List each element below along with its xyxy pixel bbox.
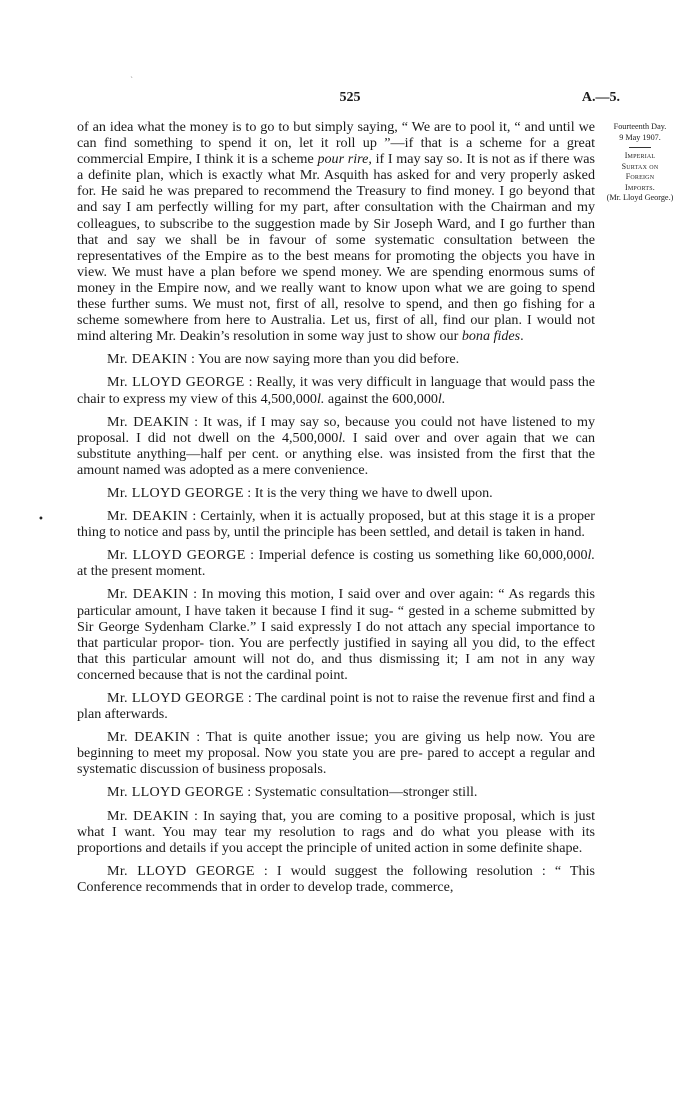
- document-body: [77, 119, 595, 902]
- italic-text: bona fides: [461, 328, 521, 345]
- paragraph: [77, 784, 595, 800]
- margin-note: [597, 122, 683, 204]
- paragraph-text: : In saying that, you are coming to a positive proposal, which is just what I want. You may tear my resolution to rags and do what you please with its proportions and details if you accept the principle of united action in some definite shape.: [77, 807, 595, 856]
- speaker-name: Mr. LLOYD GEORGE: [107, 690, 245, 706]
- bullet-mark: •: [38, 514, 44, 525]
- speaker-name: Mr. DEAKIN: [107, 586, 189, 603]
- speaker-name: Mr. DEAKIN: [107, 729, 191, 746]
- speaker-name: Mr. LLOYD GEORGE: [107, 784, 244, 801]
- paragraph-text: : I would suggest the following resolution : “ This Conference recommends that in order to develop trade, commerce,: [77, 862, 595, 895]
- paragraph-text: : The cardinal point is not to raise the revenue first and find a plan afterwards.: [77, 690, 595, 723]
- paragraph: [77, 690, 595, 722]
- speaker-name: Mr. DEAKIN: [107, 508, 189, 525]
- paragraph: [77, 729, 595, 777]
- italic-text: l.: [437, 390, 446, 407]
- margin-topic-line: Imperial: [624, 151, 656, 160]
- paragraph-text: : Imperial defence is costing us something like 60,000,000: [250, 547, 588, 564]
- paragraph: [77, 508, 595, 540]
- italic-text: l.: [587, 547, 595, 564]
- paragraph: [77, 351, 595, 367]
- paragraph: [77, 547, 595, 579]
- speaker-name: Mr. LLOYD GEORGE: [107, 547, 246, 564]
- italic-text: l.: [316, 390, 325, 407]
- paragraph: [77, 374, 595, 406]
- speaker-name: Mr. LLOYD GEORGE: [107, 374, 245, 391]
- paragraph: [77, 586, 595, 683]
- speaker-name: Mr. DEAKIN: [107, 351, 188, 368]
- speaker-name: Mr. DEAKIN: [107, 807, 189, 824]
- paragraph-text: : That is quite another issue; you are giving us help now. You are beginning to meet my proposal. Now you state you are pre- pared to accept a regular and systematic discussion of business proposals.: [77, 729, 595, 778]
- paragraph-text: : Certainly, when it is actually proposed, but at this stage it is a proper thing to notice and pass by, until the principle has been settled, and detail is taken in hand.: [77, 508, 595, 541]
- paragraph-text: : You are now saying more than you did before.: [191, 351, 460, 368]
- page-number: 525: [339, 90, 361, 105]
- paragraph: [77, 119, 595, 344]
- margin-topic-line: Foreign: [625, 172, 655, 181]
- margin-topic-line: Imports.: [625, 182, 655, 192]
- speaker-name: Mr. DEAKIN: [107, 413, 190, 430]
- italic-text: pour rire: [317, 151, 369, 168]
- paragraph-text: : Systematic consultation—stronger still.: [247, 784, 478, 801]
- paragraph-text: I said over and over again that we can substitute anything—half per cent. or anything else. was insisted from the first that the amount named was adopted as a mere convenience.: [77, 429, 596, 478]
- speaker-name: Mr. LLOYD GEORGE: [107, 484, 244, 501]
- margin-rule: [629, 147, 651, 148]
- italic-text: l.: [338, 429, 346, 446]
- paragraph: [77, 485, 595, 501]
- paragraph: [77, 863, 595, 895]
- paragraph-text: : Really, it was very difficult in language that would pass the chair to express my view of this 4,500,000: [77, 374, 595, 407]
- paragraph-text: against the 600,000: [324, 390, 438, 407]
- document-reference: A.—5.: [581, 90, 620, 105]
- margin-day: Fourteenth Day.: [613, 122, 667, 131]
- scan-speck: ˋ: [130, 76, 134, 85]
- margin-date: 9 May 1907.: [619, 132, 661, 142]
- paragraph-text: : In moving this motion, I said over and over again: “ As regards this particular amount, I have taken it because I find it sug- “ gested in a scheme submitted by Sir George Sydenham Clarke.” I said expressly I do not attach any special importance to that particular propor- tion. You are perfectly justified in saying all you did, to the effect that this particular amount will not do, and thus dismissing it; I am not in any way concerned because that is not the cardinal point.: [77, 586, 595, 683]
- paragraph-text: : It is the very thing we have to dwell upon.: [247, 484, 493, 501]
- paragraph-text: of an idea what the money is to go to but simply saying, “ We are to pool it, “ and until we can find something to spend it on, let it roll up ”—if that is a scheme for a great commercial Empire, I think it is a scheme: [77, 119, 595, 168]
- paragraph-text: : It was, if I may say so, because you could not have listened to my proposal. I did not dwell on the 4,500,000: [77, 413, 596, 446]
- margin-topic-line: Surtax on: [621, 161, 659, 171]
- speaker-name: Mr. LLOYD GEORGE: [107, 862, 255, 879]
- paragraph-text: at the present moment.: [77, 563, 206, 580]
- paragraph-text: .: [520, 328, 524, 345]
- paragraph: [77, 414, 595, 478]
- paragraph: [77, 808, 595, 856]
- paragraph-text: , if I may say so. It is not as if there was a definite plan, which is exactly what Mr. Asquith has asked for and very properly asked for. He said he was prepared to recommend the Treasury to find money. I go beyond that and say I am perfectly willing for my part, after consultation with the Chairman and my colleagues, to subscribe to the suggestion made by Sir Joseph Ward, and I go further than that and say we shall be in favour of some systematic consultation between the representatives of the Empire as to the best means for promoting the objects you have in view. We must have a plan before we spend money. We are spending enormous sums of money in the Empire now, and we really want to know upon what we are going to spend these further sums. We must not, first of all, resolve to spend, and then go fishing for a scheme somewhere from here to Australia. Let us, first of all, find our plan. I would not mind altering Mr. Deakin’s resolution in some way just to show our: [77, 151, 595, 345]
- margin-speaker-note: (Mr. Lloyd George.): [606, 193, 674, 202]
